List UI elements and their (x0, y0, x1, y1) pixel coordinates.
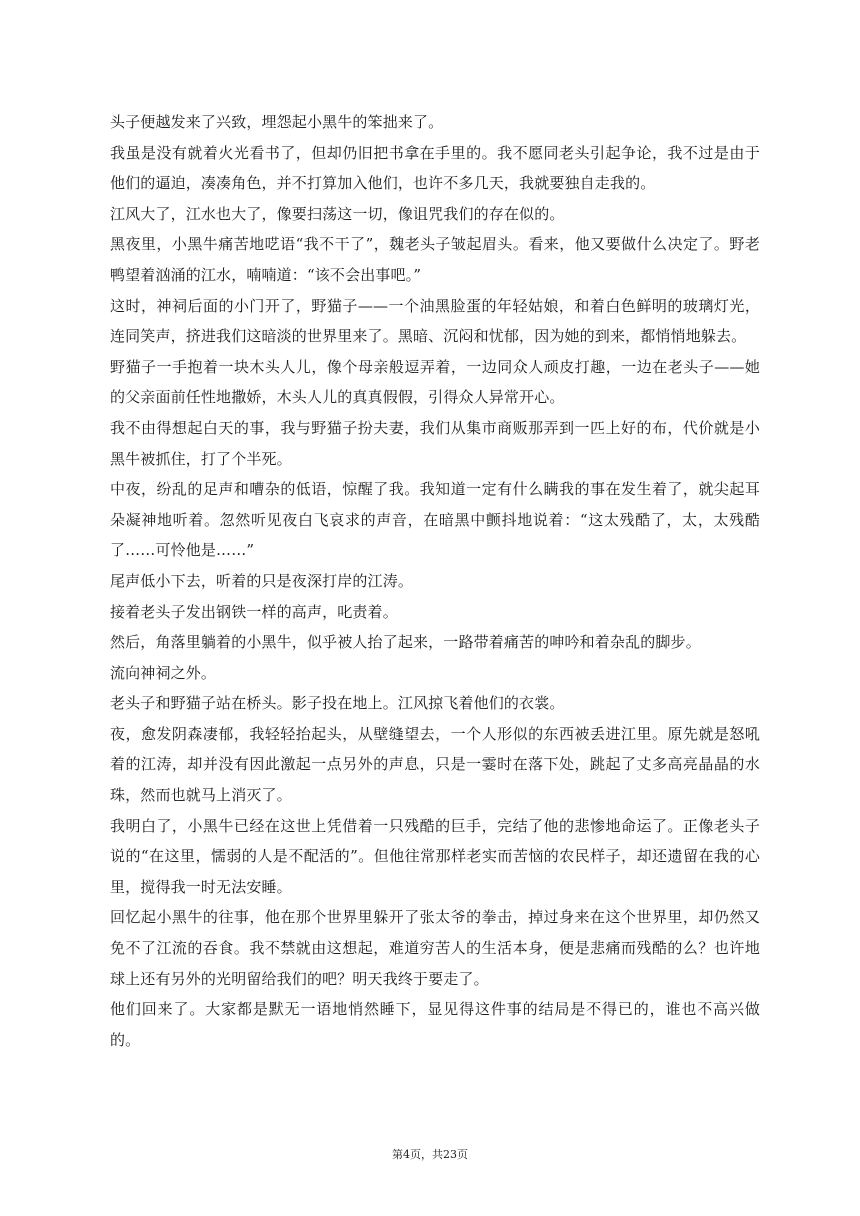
paragraph: 野猫子一手抱着一块木头人儿，像个母亲般逗弄着，一边同众人顽皮打趣，一边在老头子——她的父亲面前任性地撒娇，木头人儿的真真假假，引得众人异常开心。 (110, 357, 760, 407)
paragraph: 夜，愈发阴森凄郁，我轻轻抬起头，从壁缝望去，一个人形似的东西被丢进江里。原先就是怒吼着的江涛，却并没有因此激起一点另外的声息，只是一霎时在落下处，跳起了丈多高亮晶晶的水珠，然而也就马上消灭了。 (110, 724, 760, 805)
paragraph: 我不由得想起白天的事，我与野猫子扮夫妻，我们从集市商贩那弄到一匹上好的布，代价就是小黑牛被抓住，打了个半死。 (110, 418, 760, 468)
paragraph: 他们回来了。大家都是默无一语地悄然睡下，显见得这件事的结局是不得已的，谁也不高兴做的。 (110, 1000, 760, 1049)
paragraph: 尾声低小下去，听着的只是夜深打岸的江涛。 (110, 571, 414, 590)
paragraph: 回忆起小黑牛的往事，他在那个世界里躲开了张太爷的拳击，掉过身来在这个世界里，却仍然又免不了江流的吞食。我不禁就由这想起，难道穷苦人的生活本身，便是悲痛而残酷的么？也许地球上还有另外的光明留给我们的吧？明天我终于要走了。 (110, 908, 760, 988)
page-number-footer: 第4页，共23页 (392, 1148, 468, 1161)
paragraph: 这时，神祠后面的小门开了，野猫子——一个油黑脸蛋的年轻姑娘，和着白色鲜明的玻璃灯光，连同笑声，挤进我们这暗淡的世界里来了。黑暗、沉闷和忧郁，因为她的到来，都悄悄地躲去。 (110, 296, 760, 346)
paragraph: 然后，角落里躺着的小黑牛，似乎被人抬了起来，一路带着痛苦的呻吟和着杂乱的脚步。 (110, 633, 701, 652)
paragraph: 我虽是没有就着火光看书了，但却仍旧把书拿在手里的。我不愿同老头引起争论，我不过是由于他们的逼迫，凑凑角色，并不打算加入他们，也许不多几天，我就要独自走我的。 (110, 143, 760, 193)
paragraph: 江风大了，江水也大了，像要扫荡这一切，像诅咒我们的存在似的。 (110, 204, 565, 223)
paragraph: 我明白了，小黑牛已经在这世上凭借着一只残酷的巨手，完结了他的悲惨地命运了。正像老头子说的“在这里，懦弱的人是不配活的”。但他往常那样老实而苦恼的农民样子，却还遗留在我的心里，搅得我一时无法安睡。 (110, 816, 760, 896)
paragraph: 老头子和野猫子站在桥头。影子投在地上。江风掠飞着他们的衣裳。 (110, 694, 565, 713)
paragraph: 接着老头子发出钢铁一样的高声，叱责着。 (110, 602, 398, 621)
paragraph: 头子便越发来了兴致，埋怨起小黑牛的笨拙来了。 (110, 113, 444, 131)
paragraph: 流向神祠之外。 (110, 663, 217, 682)
paragraph: 中夜，纷乱的足声和嘈杂的低语，惊醒了我。我知道一定有什么瞒我的事在发生着了，就尖起耳朵凝神地听着。忽然听见夜白飞哀求的声音，在暗黑中颤抖地说着：“这太残酷了，太，太残酷了……可怜他是……” (110, 480, 760, 560)
document-body (110, 107, 760, 1055)
paragraph: 黑夜里，小黑牛痛苦地呓语“我不干了”，魏老头子皱起眉头。看来，他又要做什么决定了。野老鸭望着汹涌的江水，喃喃道：“该不会出事吧。” (110, 235, 760, 284)
